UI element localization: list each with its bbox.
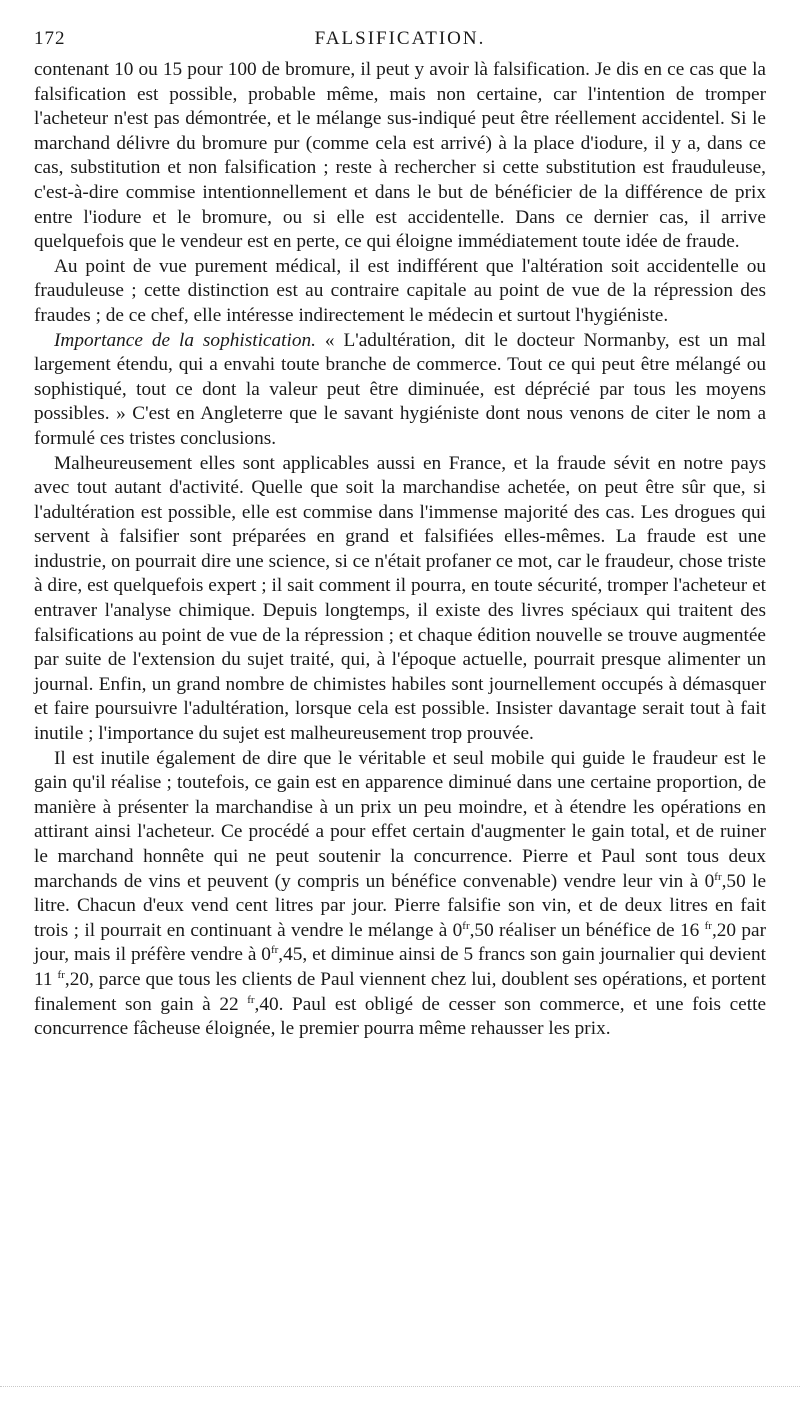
text-segment: Il est inutile également de dire que le véritable et seul mobile qui guide le fraudeur est le gain qu'il réalise ; toutefois, ce gain est en apparence diminué dans une certaine proportion, de manière à présenter la marchandise à un prix un peu moindre, et à étendre les opérations en attirant ainsi l'acheteur. Ce procédé a pour effet certain d'augmenter le gain total, et de ruiner le marchand honnête qui ne peut soutenir la concurrence. Pierre et Paul sont tous deux marchands de vins et peuvent (y compris un bénéfice convenable) vendre leur vin à 0 [34, 747, 766, 892]
page-number: 172 [34, 28, 66, 49]
paragraph-importance-text: « L'adultération, dit le docteur Normanby, est un mal largement étendu, qui a envahi toute branche de commerce. Tout ce qui peut être mélangé ou sophistiqué, tout ce dont la valeur peut être diminuée, est déprécié par tous les moyens possibles. » C'est en Angleterre que le savant hygiéniste dont nous venons de citer le nom a formulé ces tristes conclusions. [34, 329, 766, 449]
body-text [34, 58, 766, 1042]
paragraph-medical-view: Au point de vue purement médical, il est indifférent que l'altération soit accidentelle ou frauduleuse ; cette distinction est au contraire capitale au point de vue de la répression des fraudes ; de ce chef, elle intéresse indirectement le médecin et surtout l'hygiéniste. [34, 255, 766, 326]
paragraph-continued: contenant 10 ou 15 pour 100 de bromure, il peut y avoir là falsification. Je dis en ce cas que la falsification est possible, probable même, mais non certaine, car l'intention de tromper l'acheteur n'est pas démontrée, et le mélange sus-indiqué peut être réellement accidentel. Si le marchand délivre du bromure pur (comme cela est arrivé) à la place d'iodure, il y a, dans ce cas, substitution et non falsification ; reste à rechercher si cette substitution est frauduleuse, c'est-à-dire commise intentionnellement et dans le but de bénéficier de la différence de prix entre l'iodure et le bromure, ou si elle est accidentelle. Dans ce dernier cas, il arrive quelquefois que le vendeur est en perte, ce qui éloigne immédiatement toute idée de fraude. [34, 59, 766, 253]
unit-superscript: fr [714, 870, 722, 883]
page-header [34, 22, 766, 52]
text-segment: ,20 par jour, mais il préfère vendre à 0 [34, 919, 767, 966]
running-title: FALSIFICATION. [314, 28, 486, 49]
scan-edge-rule [0, 1386, 800, 1387]
section-heading-italic: Importance de la sophistication. [54, 329, 316, 351]
text-segment: ,45, et diminue ainsi de 5 francs son gain journalier qui devient 11 [34, 944, 766, 990]
text-segment: ,20, parce que tous les clients de Paul viennent chez lui, doublent ses opérations, et portent finalement son gain à 22 [34, 968, 766, 1015]
paragraph-france: Malheureusement elles sont applicables aussi en France, et la fraude sévit en notre pays avec tout autant d'activité. Quelle que soit la marchandise achetée, on peut être sûr que, si l'adultération est possible, elle est commise dans l'immense majorité des cas. Les drogues qui servent à falsifier sont préparées en grand et falsifiées elles-mêmes. La fraude est une industrie, on pourrait dire une science, si ce n'était profaner ce mot, car le fraudeur, chose triste à dire, est quelquefois expert ; il sait comment il pourra, en toute sécurité, tromper l'acheteur et entraver l'analyse chimique. Depuis longtemps, il existe des livres spéciaux qui traitent des falsifications au point de vue de la répression ; et chaque édition nouvelle se trouve augmentée par suite de l'extension du sujet traité, qui, à l'époque actuelle, pourrait presque alimenter un journal. Enfin, un grand nombre de chimistes habiles sont journellement occupés à démasquer et faire poursuivre l'adultération, lorsque cela est possible. Insister davantage serait tout à fait inutile ; l'importance du sujet est malheureusement trop prouvée. [34, 452, 766, 745]
book-page [34, 22, 766, 1042]
text-segment: ,50 réaliser un bénéfice de 16 [469, 919, 705, 941]
text-segment: ,50 le litre. Chacun d'eux vend cent litres par jour. Pierre falsifie son vin, et de deux litres en fait trois ; il pourrait en continuant à vendre le mélange à 0 [34, 870, 766, 941]
unit-superscript: fr [247, 993, 255, 1006]
paragraph-gain-example [34, 747, 766, 1042]
paragraph-importance [34, 329, 766, 452]
unit-superscript: fr [270, 944, 279, 957]
unit-superscript: fr [57, 968, 65, 981]
unit-superscript: fr [462, 919, 470, 932]
unit-superscript: fr [704, 919, 712, 932]
text-segment: ,40. Paul est obligé de cesser son commerce, et une fois cette concurrence fâcheuse éloignée, le premier pourra même rehausser les prix. [34, 993, 766, 1040]
